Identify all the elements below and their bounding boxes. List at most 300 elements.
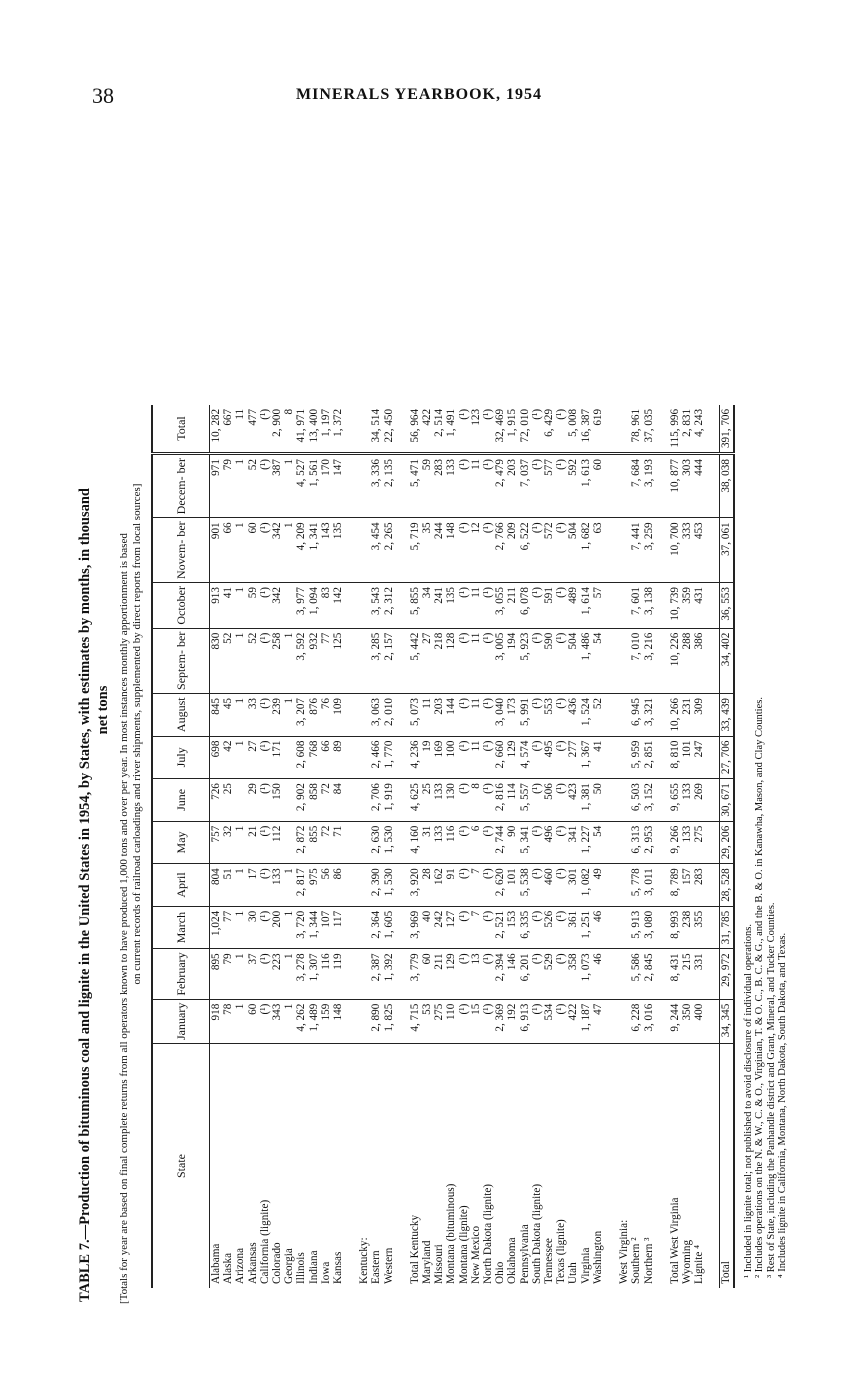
month-cell: 84 [332,779,344,822]
month-cell: 895 [210,949,223,999]
state-cell: Tennessee [543,1238,556,1284]
month-cell: 170 [320,454,332,518]
month-cell: 804 [210,864,223,907]
month-cell: (¹) [259,779,271,822]
month-cell [283,583,295,629]
month-cell: 46 [592,906,604,949]
column-header: February [152,949,210,999]
production-table [151,405,735,1288]
month-cell: 1, 614 [580,583,592,629]
month-cell: 3, 454 [370,518,382,583]
total-cell [344,405,358,454]
month-cell: 858 [308,779,320,822]
month-cell: 1, 307 [308,949,320,999]
month-cell [655,906,669,949]
month-cell: 29 [247,779,259,822]
month-cell: 1, 344 [308,906,320,949]
table-row [271,405,283,1288]
month-cell [283,779,295,822]
month-cell: 1 [234,906,246,949]
total-cell: 2, 514 [433,405,445,454]
month-cell [358,736,370,779]
state-cell: South Dakota (lignite) [530,1183,543,1284]
month-cell: 359 [681,583,693,629]
month-cell: 333 [681,518,693,583]
state-cell: Southern ² [630,1237,643,1284]
column-header: Novem- ber [152,518,210,583]
month-cell: 33, 439 [720,693,734,736]
rotated-table-block [76,118,789,1318]
month-cell: 42 [222,736,234,779]
month-cell: 4, 527 [295,454,307,518]
month-cell: 1 [234,949,246,999]
month-cell [705,693,720,736]
table-row [531,405,543,1288]
table-header-row [152,405,210,1288]
month-cell: 1, 251 [580,906,592,949]
month-cell: (¹) [259,736,271,779]
month-cell: 36, 553 [720,583,734,629]
month-cell: 127 [445,906,457,949]
month-cell: 2, 387 [370,949,382,999]
total-cell: 477 [247,405,259,454]
month-cell [344,906,358,949]
month-cell [395,518,409,583]
total-cell: 667 [222,405,234,454]
total-cell: (¹) [482,405,494,454]
month-cell: 5, 442 [409,628,421,693]
month-cell [358,779,370,822]
table-row [681,405,693,1288]
total-cell: 1, 915 [506,405,518,454]
total-cell: 422 [421,405,433,454]
month-cell [358,518,370,583]
month-cell: 386 [693,628,705,693]
month-cell: (¹) [555,736,567,779]
month-cell: 2, 466 [370,736,382,779]
state-cell: New Mexico [469,1225,482,1284]
table-row [618,405,630,1288]
total-cell [618,405,630,454]
month-cell: (¹) [555,999,567,1043]
month-cell: 2, 706 [370,779,382,822]
month-cell: 5, 923 [519,628,531,693]
month-cell: (¹) [531,736,543,779]
month-cell: 361 [567,906,579,949]
state-cell: California (lignite) [258,1199,271,1284]
month-cell: 133 [681,821,693,864]
month-cell: 47 [592,999,604,1043]
month-cell [618,949,630,999]
month-cell: 1 [283,628,295,693]
month-cell: 3, 011 [643,864,655,907]
month-cell: 1, 770 [383,736,395,779]
month-cell: 6, 078 [519,583,531,629]
month-cell: 489 [567,583,579,629]
month-cell: 77 [222,906,234,949]
month-cell: 3, 321 [643,693,655,736]
month-cell: 1, 073 [580,949,592,999]
month-cell: 830 [210,628,223,693]
month-cell: 66 [320,736,332,779]
month-cell [344,999,358,1043]
month-cell: 355 [693,906,705,949]
month-cell: 33 [247,693,259,736]
month-cell: 453 [693,518,705,583]
month-cell: (¹) [482,949,494,999]
month-cell: 21 [247,821,259,864]
month-cell: 1, 919 [383,779,395,822]
month-cell: 2, 872 [295,821,307,864]
month-cell: 101 [506,864,518,907]
column-header: July [152,736,210,779]
total-cell: (¹) [259,405,271,454]
table-row [320,405,332,1288]
state-cell [395,1044,409,1289]
month-cell: 89 [332,736,344,779]
month-cell: 133 [433,779,445,822]
state-cell: Texas (lignite) [555,1219,568,1284]
table-note-line2: on current records of railroad carloadings and river shipments, supplemented by direct reports from local sources] [130,483,143,985]
month-cell: 125 [332,628,344,693]
month-cell: 1 [234,864,246,907]
table-row [720,405,734,1288]
month-cell: 590 [543,628,555,693]
month-cell [395,949,409,999]
month-cell: 1, 605 [383,906,395,949]
month-cell: 1, 530 [383,821,395,864]
month-cell [358,454,370,518]
month-cell: 83 [320,583,332,629]
month-cell: 133 [681,779,693,822]
month-cell: 342 [271,518,283,583]
month-cell [395,693,409,736]
month-cell [344,628,358,693]
month-cell: 3, 543 [370,583,382,629]
month-cell: 9, 244 [669,999,681,1043]
table-row [344,405,358,1288]
month-cell: 239 [271,693,283,736]
month-cell: 150 [271,779,283,822]
month-cell: 116 [445,821,457,864]
month-cell [618,693,630,736]
total-cell: (¹) [458,405,470,454]
table-row [308,405,320,1288]
month-cell: 2, 816 [494,779,506,822]
table-title [76,118,112,1302]
month-cell: 34, 402 [720,628,734,693]
month-cell: 72 [320,779,332,822]
month-cell: 504 [567,518,579,583]
table-row [332,405,344,1288]
month-cell: 159 [320,999,332,1043]
month-cell: 27, 706 [720,736,734,779]
month-cell: 11 [470,583,482,629]
month-cell: 60 [421,949,433,999]
state-cell: Northern ³ [642,1237,655,1284]
month-cell: 1, 682 [580,518,592,583]
state-cell: Iowa [319,1261,332,1284]
month-cell: 283 [693,864,705,907]
column-header: April [152,864,210,907]
month-cell: 52 [592,693,604,736]
state-cell: North Dakota (lignite) [482,1183,495,1284]
month-cell: (¹) [458,779,470,822]
month-cell: (¹) [482,583,494,629]
table-row [630,405,642,1288]
table-row [234,405,246,1288]
state-cell: Washington [591,1230,604,1284]
month-cell: (¹) [555,693,567,736]
month-cell: (¹) [458,949,470,999]
month-cell [618,906,630,949]
month-cell: 211 [506,583,518,629]
total-cell: 32, 469 [494,405,506,454]
month-cell [358,999,370,1043]
month-cell: (¹) [531,999,543,1043]
month-cell: 209 [506,518,518,583]
month-cell: 45 [222,693,234,736]
month-cell: 1 [234,999,246,1043]
month-cell: 2, 390 [370,864,382,907]
month-cell: (¹) [259,864,271,907]
total-cell: 115, 996 [669,405,681,454]
total-cell: (¹) [555,405,567,454]
state-cell: Alaska [222,1252,235,1284]
total-cell: (¹) [531,405,543,454]
month-cell: (¹) [482,864,494,907]
month-cell: 46 [592,949,604,999]
month-cell: 238 [681,906,693,949]
month-cell: 1, 187 [580,999,592,1043]
month-cell: 133 [445,454,457,518]
state-cell [705,1044,720,1289]
month-cell: 60 [247,999,259,1043]
month-cell: (¹) [482,693,494,736]
month-cell: 3, 969 [409,906,421,949]
table-row [543,405,555,1288]
month-cell: 422 [567,999,579,1043]
total-cell: 391, 706 [720,405,734,454]
month-cell: 27 [421,628,433,693]
month-cell: 7 [470,864,482,907]
month-cell: 343 [271,999,283,1043]
table-row [395,405,409,1288]
month-cell: (¹) [482,454,494,518]
month-cell [344,821,358,864]
total-cell: 56, 964 [409,405,421,454]
state-cell: Missouri [433,1244,446,1284]
month-cell: 173 [506,693,518,736]
month-cell: (¹) [555,779,567,822]
month-cell: 117 [332,906,344,949]
month-cell: (¹) [531,518,543,583]
month-cell: 7, 010 [630,628,642,693]
column-header: Decem- ber [152,454,210,518]
month-cell: 1 [234,736,246,779]
month-cell: 2, 817 [295,864,307,907]
month-cell: 591 [543,583,555,629]
month-cell: (¹) [458,821,470,864]
month-cell: 53 [421,999,433,1043]
month-cell: 90 [506,821,518,864]
month-cell [604,736,618,779]
month-cell: 1, 561 [308,454,320,518]
month-cell: 4, 262 [295,999,307,1043]
month-cell [705,736,720,779]
table-row [482,405,494,1288]
month-cell: 2, 766 [494,518,506,583]
month-cell: 932 [308,628,320,693]
month-cell [655,779,669,822]
month-cell: 11 [470,693,482,736]
month-cell: 5, 719 [409,518,421,583]
state-cell [344,1044,358,1289]
state-cell: Oklahoma [506,1237,519,1284]
month-cell: 50 [592,779,604,822]
table-row [421,405,433,1288]
month-cell: 242 [433,906,445,949]
month-cell: 3, 920 [409,864,421,907]
month-cell: 3, 193 [643,454,655,518]
month-cell [618,864,630,907]
month-cell: 971 [210,454,223,518]
month-cell: 529 [543,949,555,999]
month-cell: 534 [543,999,555,1043]
month-cell: 25 [222,779,234,822]
month-cell: 241 [433,583,445,629]
month-cell: (¹) [531,693,543,736]
month-cell: 2, 744 [494,821,506,864]
table-row [643,405,655,1288]
month-cell: 128 [445,628,457,693]
month-cell: 76 [320,693,332,736]
month-cell [655,518,669,583]
footnote: ⁴ Includes lignite in California, Montana, North Dakota, South Dakota, and Texas. [777,932,789,1278]
month-cell: 5, 855 [409,583,421,629]
table-note [118,164,143,1304]
month-cell: 203 [433,693,445,736]
month-cell: (¹) [458,454,470,518]
footnote: ² Includes operations on the N. & W., C. & O., Virginian, T. & O. C., B. C. & G., and the B. & O. in Kanawha, Mason, and Clay Counties. [754,697,766,1278]
month-cell: 7, 601 [630,583,642,629]
table-note-line1: [Totals for year are based on final complete returns from all operators known to have produced 1,000 tons and over per year. In most instances monthly apportionment is based [118,533,130,1304]
month-cell: (¹) [458,693,470,736]
month-cell: 3, 005 [494,628,506,693]
month-cell: (¹) [555,454,567,518]
month-cell: 5, 471 [409,454,421,518]
month-cell: 17 [247,864,259,907]
month-cell [655,821,669,864]
state-cell: West Virginia: [618,1219,631,1284]
table-row [409,405,421,1288]
month-cell: 2, 157 [383,628,395,693]
month-cell [655,864,669,907]
month-cell: 275 [433,999,445,1043]
table-row [555,405,567,1288]
month-cell: 855 [308,821,320,864]
month-cell: 2, 845 [643,949,655,999]
total-cell: 22, 450 [383,405,395,454]
table-row [370,405,382,1288]
month-cell: 1, 227 [580,821,592,864]
month-cell: 1, 825 [383,999,395,1043]
month-cell [618,454,630,518]
month-cell: 5, 538 [519,864,531,907]
month-cell: 100 [445,736,457,779]
month-cell: 5, 959 [630,736,642,779]
state-cell [604,1044,618,1289]
table-row [580,405,592,1288]
month-cell [618,583,630,629]
month-cell: 526 [543,906,555,949]
total-cell: 123 [470,405,482,454]
month-cell [604,693,618,736]
table-row [693,405,705,1288]
month-cell: 1 [234,454,246,518]
column-header: Septem- ber [152,628,210,693]
month-cell: 142 [332,583,344,629]
column-header: March [152,906,210,949]
month-cell: 350 [681,999,693,1043]
total-cell: 16, 387 [580,405,592,454]
month-cell: 144 [445,693,457,736]
month-cell [358,583,370,629]
month-cell: (¹) [259,583,271,629]
total-cell: 78, 961 [630,405,642,454]
state-cell: Kentucky: [358,1237,371,1284]
month-cell: (¹) [482,779,494,822]
column-header: June [152,779,210,822]
state-cell: Indiana [307,1250,320,1284]
month-cell [604,628,618,693]
table-row [247,405,259,1288]
state-cell: Colorado [271,1242,284,1284]
table-row [519,405,531,1288]
total-cell: 37, 035 [643,405,655,454]
month-cell: 577 [543,454,555,518]
month-cell: 3, 216 [643,628,655,693]
month-cell: 52 [222,628,234,693]
month-cell: 7 [470,906,482,949]
month-cell: 101 [681,736,693,779]
month-cell: 4, 574 [519,736,531,779]
total-cell: 13, 400 [308,405,320,454]
month-cell: 400 [693,999,705,1043]
month-cell: 162 [433,864,445,907]
month-cell [234,779,246,822]
month-cell: 5, 991 [519,693,531,736]
month-cell: 6, 335 [519,906,531,949]
total-cell: 2, 831 [681,405,693,454]
month-cell: 301 [567,864,579,907]
month-cell: 913 [210,583,223,629]
month-cell: (¹) [555,628,567,693]
month-cell: 3, 278 [295,949,307,999]
month-cell: 129 [506,736,518,779]
month-cell: 130 [445,779,457,822]
month-cell: 109 [332,693,344,736]
month-cell: (¹) [482,999,494,1043]
month-cell: 504 [567,628,579,693]
table-row [458,405,470,1288]
month-cell: 845 [210,693,223,736]
table-title-line2: net tons [95,685,111,735]
month-cell: 496 [543,821,555,864]
month-cell [358,693,370,736]
month-cell: 203 [506,454,518,518]
month-cell: (¹) [555,949,567,999]
